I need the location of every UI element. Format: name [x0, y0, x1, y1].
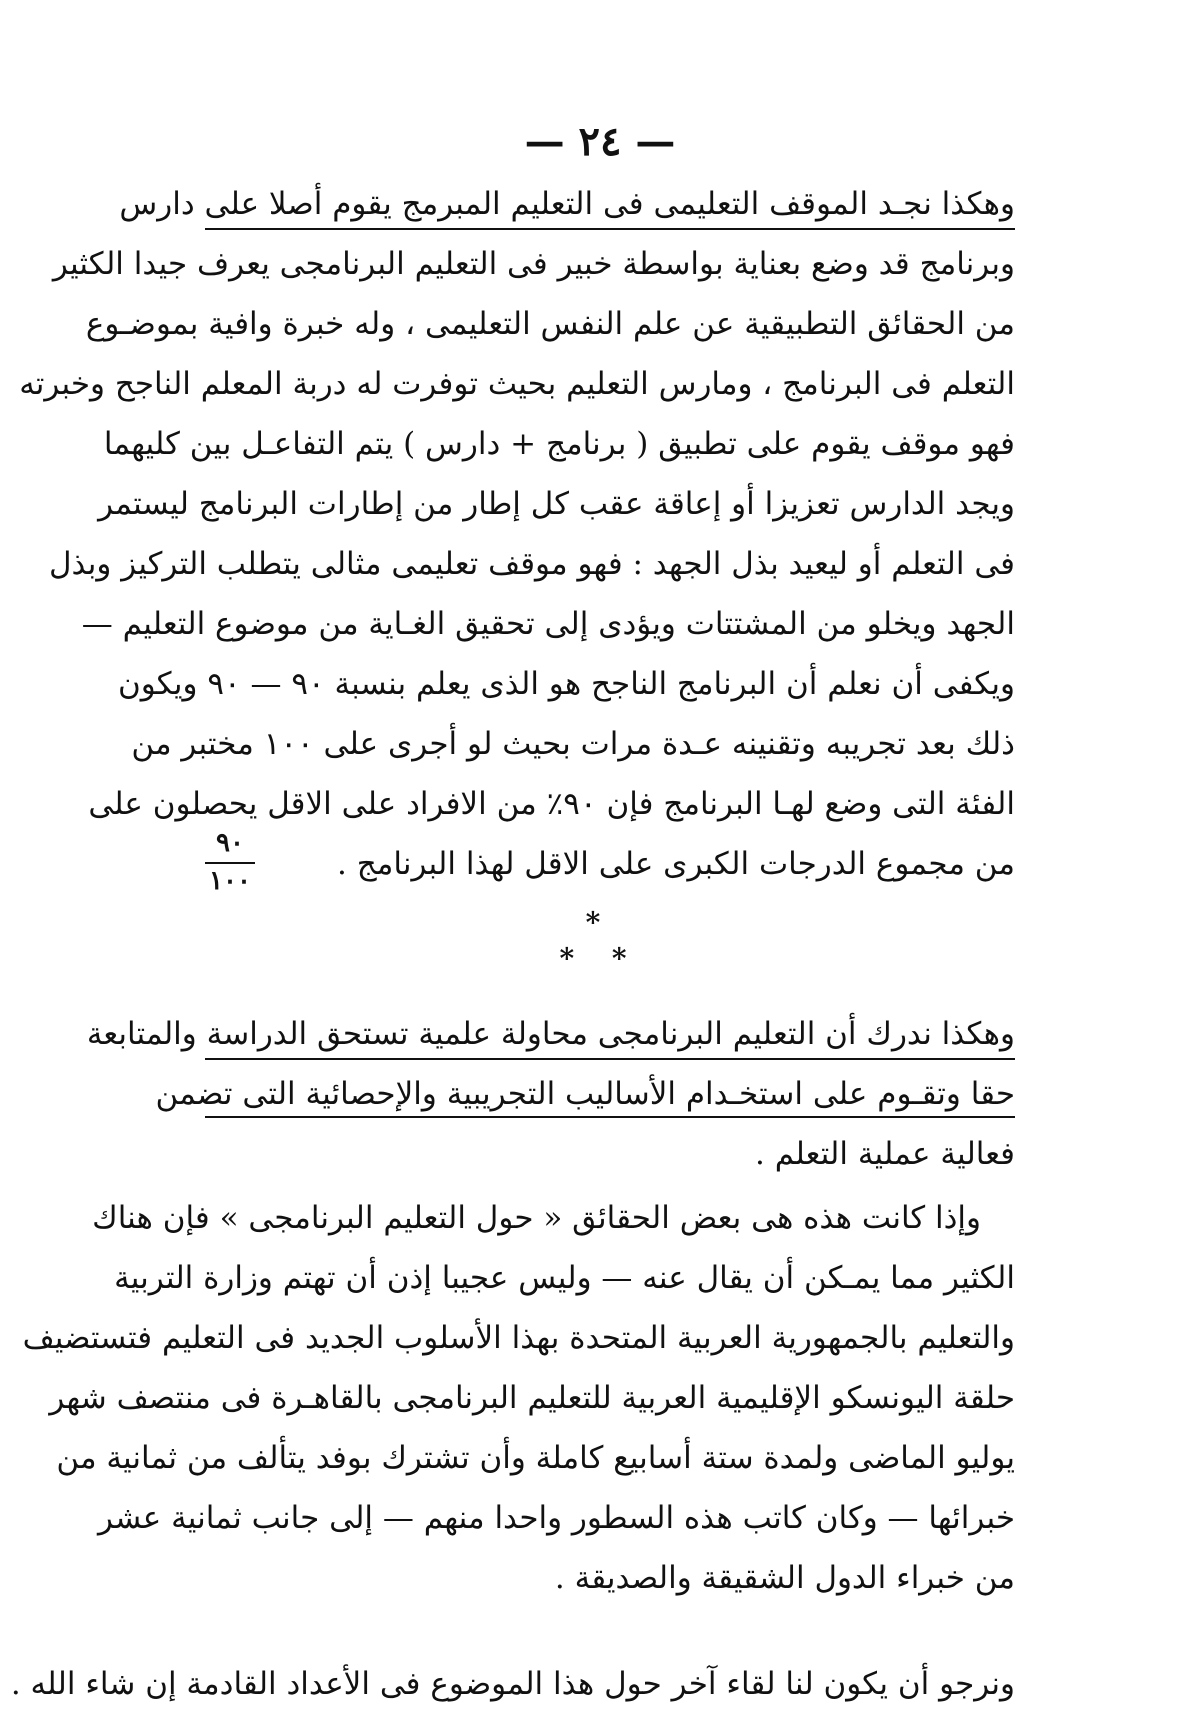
paragraph-conclusion: [86, 1004, 1015, 1184]
text-line: من مجموع الدرجات الكبرى على الاقل لهذا البرنامج .: [337, 846, 1015, 882]
text-line: ويجد الدارس تعزيزا أو إعاقة عقب كل إطار من إطارات البرنامج ليستمر: [98, 486, 1015, 522]
text-line: من خبراء الدول الشقيقة والصديقة .: [554, 1560, 1015, 1596]
text-line: فهو موقف يقوم على تطبيق ( برنامج + دارس ) يتم التفاعـل بين كليهما: [103, 426, 1015, 462]
text-line: حقا وتقـوم على استخـدام الأساليب التجريبية والإحصائية التى تضمن: [155, 1076, 1015, 1112]
text-line: والتعليم بالجمهورية العربية المتحدة بهذا الأسلوب الجديد فى التعليم فتستضيف: [22, 1320, 1015, 1356]
paragraph-unesco: [22, 1188, 1015, 1608]
text-line: الجهد ويخلو من المشتتات ويؤدى إلى تحقيق الغـاية من موضوع التعليم —: [81, 606, 1015, 642]
fraction-denominator: ١٠٠: [209, 866, 251, 896]
text-line: يوليو الماضى ولمدة ستة أسابيع كاملة وأن تشترك بوفد يتألف من ثمانية من: [56, 1440, 1015, 1476]
paragraph-programmed-learning: [19, 174, 1015, 894]
text-line: فى التعلم أو ليعيد بذل الجهد : فهو موقف تعليمى مثالى يتطلب التركيز وبذل: [48, 546, 1015, 582]
text-line: ويكفى أن نعلم أن البرنامج الناجح هو الذى يعلم بنسبة ٩٠ — ٩٠ ويكون: [118, 666, 1015, 702]
separator-stars-bottom: * *: [559, 942, 641, 975]
separator-stars-top: *: [585, 906, 615, 939]
fraction-bar: [205, 862, 255, 864]
text-line: وبرنامج قد وضع بعناية بواسطة خبير فى التعليم البرنامجى يعرف جيدا الكثير: [52, 246, 1015, 282]
text-line: وهكذا ندرك أن التعليم البرنامجى محاولة علمية تستحق الدراسة والمتابعة: [86, 1016, 1015, 1052]
text-line: ذلك بعد تجريبه وتقنينه عـدة مرات بحيث لو أجرى على ١٠٠ مختبر من: [131, 726, 1015, 762]
text-line: الكثير مما يمـكن أن يقال عنه — وليس عجيبا إذن أن تهتم وزارة التربية: [114, 1260, 1015, 1296]
text-line: حلقة اليونسكو الإقليمية العربية للتعليم البرنامجى بالقاهـرة فى منتصف شهر: [49, 1380, 1015, 1416]
text-line: الفئة التى وضع لهـا البرنامج فإن ٩٠٪ من الافراد على الاقل يحصلون على: [88, 786, 1015, 822]
text-line: وإذا كانت هذه هى بعض الحقائق « حول التعليم البرنامجى » فإن هناك: [92, 1200, 981, 1236]
text-line: من الحقائق التطبيقية عن علم النفس التعليمى ، وله خبرة وافية بموضـوع: [85, 306, 1015, 342]
text-line: التعلم فى البرنامج ، ومارس التعليم بحيث توفرت له دربة المعلم الناجح وخبرته: [19, 366, 1015, 402]
closing-line: [10, 1654, 1015, 1714]
text-line: ونرجو أن يكون لنا لقاء آخر حول هذا الموضوع فى الأعداد القادمة إن شاء الله .: [10, 1666, 1015, 1702]
text-line: خبرائها — وكان كاتب هذه السطور واحدا منهم — إلى جانب ثمانية عشر: [98, 1500, 1015, 1536]
page-number: — ٢٤ —: [524, 118, 676, 165]
fraction-numerator: ٩٠: [216, 828, 244, 858]
text-line: وهكذا نجـد الموقف التعليمى فى التعليم المبرمج يقوم أصلا على دارس: [119, 186, 1015, 222]
text-line: فعالية عملية التعلم .: [755, 1136, 1015, 1172]
